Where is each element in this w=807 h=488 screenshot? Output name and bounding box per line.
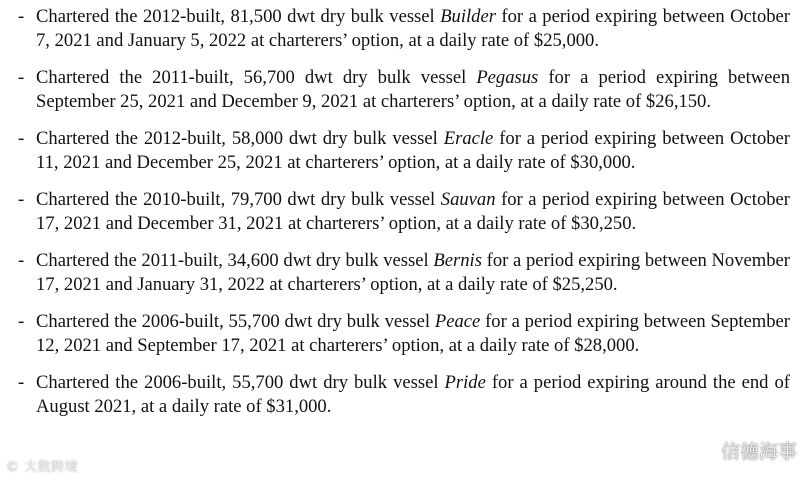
bullet-dash: - <box>18 67 25 88</box>
item-text: Chartered the 2011-built, 56,700 dwt dry bulk vessel <box>36 67 477 88</box>
vessel-name: Bernis <box>433 250 482 271</box>
bullet-dash: - <box>18 189 25 210</box>
item-text: Chartered the 2012-built, 81,500 dwt dry bulk vessel <box>36 6 441 27</box>
watermark-left: © 大数跨境 <box>6 460 79 475</box>
watermark-right <box>685 437 797 464</box>
item-text: for a period expiring between November 17, 2021 and January 31, 2022 at charterers’ option, at a daily rate of $25,250. <box>36 250 790 295</box>
item-text: for a period expiring around the end of August 2021, at a daily rate of $31,000. <box>36 372 790 417</box>
bullet-dash: - <box>18 372 25 393</box>
vessel-name: Builder <box>440 6 496 27</box>
charter-item <box>18 188 790 236</box>
charter-item <box>18 5 790 53</box>
charter-item <box>18 249 790 297</box>
item-text: for a period expiring between October 11, 2021 and December 25, 2021 at charterers’ option, at a daily rate of $30,000. <box>36 128 790 173</box>
vessel-name: Eracle <box>443 128 494 149</box>
bullet-dash: - <box>18 6 25 27</box>
item-text: Chartered the 2012-built, 58,000 dwt dry bulk vessel <box>36 128 444 149</box>
bullet-dash: - <box>18 250 25 271</box>
vessel-name: Peace <box>434 311 481 332</box>
bullet-dash: - <box>18 128 25 149</box>
item-text: for a period expiring between September 25, 2021 and December 9, 2021 at charterers’ option, at a daily rate of $26,150. <box>36 67 790 112</box>
vessel-charter-list <box>18 0 791 417</box>
watermark-right-text: 信德海事 <box>720 441 797 463</box>
vessel-name: Sauvan <box>440 189 496 210</box>
vessel-name: Pride <box>444 372 486 393</box>
item-text: for a period expiring between September 12, 2021 and September 17, 2021 at charterers’ option, at a daily rate of $28,000. <box>36 311 790 356</box>
charter-item <box>18 310 790 358</box>
bullet-dash: - <box>18 311 25 332</box>
item-text: Chartered the 2006-built, 55,700 dwt dry bulk vessel <box>36 372 445 393</box>
wechat-icon <box>685 439 715 463</box>
vessel-name: Pegasus <box>476 67 539 88</box>
item-text: Chartered the 2011-built, 34,600 dwt dry bulk vessel <box>36 250 434 271</box>
charter-item <box>18 127 790 175</box>
item-text: for a period expiring between October 17, 2021 and December 31, 2021 at charterers’ option, at a daily rate of $30,250. <box>36 189 791 234</box>
charter-item <box>18 371 790 419</box>
item-text: for a period expiring between October 7, 2021 and January 5, 2022 at charterers’ option, at a daily rate of $25,000. <box>36 6 790 51</box>
charter-item <box>18 66 790 114</box>
item-text: Chartered the 2006-built, 55,700 dwt dry bulk vessel <box>36 311 435 332</box>
item-text: Chartered the 2010-built, 79,700 dwt dry bulk vessel <box>36 189 441 210</box>
